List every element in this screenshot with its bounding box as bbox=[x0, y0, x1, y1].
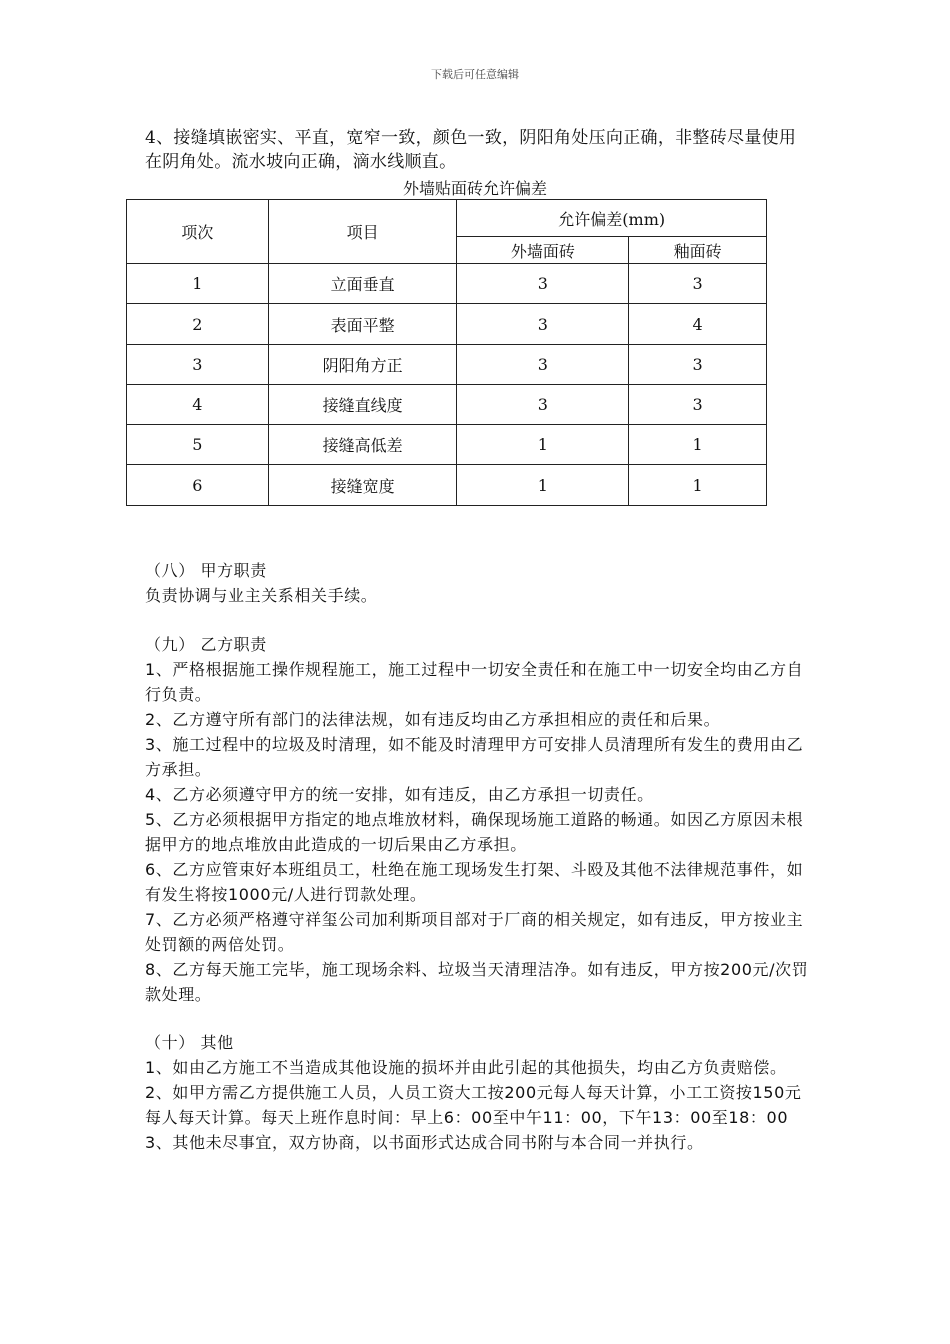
table-caption: 外墙贴面砖允许偏差 bbox=[402, 179, 547, 198]
cell-glaze: 4 bbox=[629, 304, 767, 345]
paragraph: 7、乙方必须严格遵守祥玺公司加利斯项目部对于厂商的相关规定，如有违反，甲方按业主处罚额的两倍处罚。 bbox=[145, 910, 804, 954]
paragraph: 负责协调与业主关系相关手续。 bbox=[145, 586, 378, 605]
section-title: （十） 其他 bbox=[145, 1033, 234, 1052]
cell-no: 4 bbox=[127, 385, 269, 425]
cell-no: 1 bbox=[127, 264, 269, 304]
intro-paragraph: 4、接缝填嵌密实、平直，宽窄一致，颜色一致，阴阳角处压向正确，非整砖尽量使用在阴角处。流水坡向正确，滴水线顺直。 bbox=[145, 128, 797, 172]
cell-ext: 3 bbox=[457, 304, 629, 345]
cell-glaze: 1 bbox=[629, 425, 767, 465]
cell-ext: 3 bbox=[457, 385, 629, 425]
cell-no: 5 bbox=[127, 425, 269, 465]
cell-glaze: 3 bbox=[629, 345, 767, 385]
cell-item: 表面平整 bbox=[268, 304, 457, 345]
cell-item: 阴阳角方正 bbox=[268, 345, 457, 385]
header-no: 项次 bbox=[127, 200, 269, 264]
cell-glaze: 3 bbox=[629, 264, 767, 304]
paragraph: 8、乙方每天施工完毕，施工现场余料、垃圾当天清理洁净。如有违反，甲方按200元/次罚款处理。 bbox=[145, 960, 809, 1004]
header-glazed-tile: 釉面砖 bbox=[629, 237, 767, 264]
cell-ext: 3 bbox=[457, 345, 629, 385]
section-party-a bbox=[145, 558, 815, 608]
section-title: （八） 甲方职责 bbox=[145, 561, 267, 580]
page-header-note: 下载后可任意编辑 bbox=[431, 68, 519, 81]
paragraph: 2、乙方遵守所有部门的法律法规，如有违反均由乙方承担相应的责任和后果。 bbox=[145, 710, 721, 729]
cell-item: 接缝宽度 bbox=[268, 465, 457, 506]
paragraph: 3、其他未尽事宜，双方协商，以书面形式达成合同书附与本合同一并执行。 bbox=[145, 1133, 704, 1152]
cell-glaze: 1 bbox=[629, 465, 767, 506]
cell-ext: 1 bbox=[457, 465, 629, 506]
paragraph: 1、严格根据施工操作规程施工，施工过程中一切安全责任和在施工中一切安全均由乙方自行负责。 bbox=[145, 660, 804, 704]
cell-item: 接缝直线度 bbox=[268, 385, 457, 425]
section-other bbox=[145, 1030, 815, 1155]
table-row bbox=[127, 304, 767, 345]
paragraph: 4、乙方必须遵守甲方的统一安排，如有违反，由乙方承担一切责任。 bbox=[145, 785, 654, 804]
paragraph: 2、如甲方需乙方提供施工人员，人员工资大工按200元每人每天计算，小工工资按150元每人每天计算。每天上班作息时间：早上6：00至中午11：00，下午13：00至18：00 bbox=[145, 1083, 802, 1127]
table-row bbox=[127, 465, 767, 506]
section-title: （九） 乙方职责 bbox=[145, 635, 267, 654]
tolerance-table bbox=[126, 199, 767, 506]
header-item: 项目 bbox=[268, 200, 457, 264]
cell-glaze: 3 bbox=[629, 385, 767, 425]
header-tolerance: 允许偏差(mm) bbox=[457, 200, 767, 237]
section-party-b bbox=[145, 632, 815, 1007]
table-row bbox=[127, 264, 767, 304]
cell-ext: 1 bbox=[457, 425, 629, 465]
cell-no: 2 bbox=[127, 304, 269, 345]
paragraph: 3、施工过程中的垃圾及时清理，如不能及时清理甲方可安排人员清理所有发生的费用由乙方承担。 bbox=[145, 735, 804, 779]
cell-no: 6 bbox=[127, 465, 269, 506]
paragraph: 1、如由乙方施工不当造成其他设施的损坏并由此引起的其他损失，均由乙方负责赔偿。 bbox=[145, 1058, 787, 1077]
cell-item: 接缝高低差 bbox=[268, 425, 457, 465]
cell-no: 3 bbox=[127, 345, 269, 385]
table-row bbox=[127, 385, 767, 425]
header-exterior-tile: 外墙面砖 bbox=[457, 237, 629, 264]
cell-ext: 3 bbox=[457, 264, 629, 304]
paragraph: 5、乙方必须根据甲方指定的地点堆放材料，确保现场施工道路的畅通。如因乙方原因未根据甲方的地点堆放由此造成的一切后果由乙方承担。 bbox=[145, 810, 804, 854]
table-row bbox=[127, 345, 767, 385]
cell-item: 立面垂直 bbox=[268, 264, 457, 304]
table-row bbox=[127, 425, 767, 465]
paragraph: 6、乙方应管束好本班组员工，杜绝在施工现场发生打架、斗殴及其他不法律规范事件，如有发生将按1000元/人进行罚款处理。 bbox=[145, 860, 804, 904]
